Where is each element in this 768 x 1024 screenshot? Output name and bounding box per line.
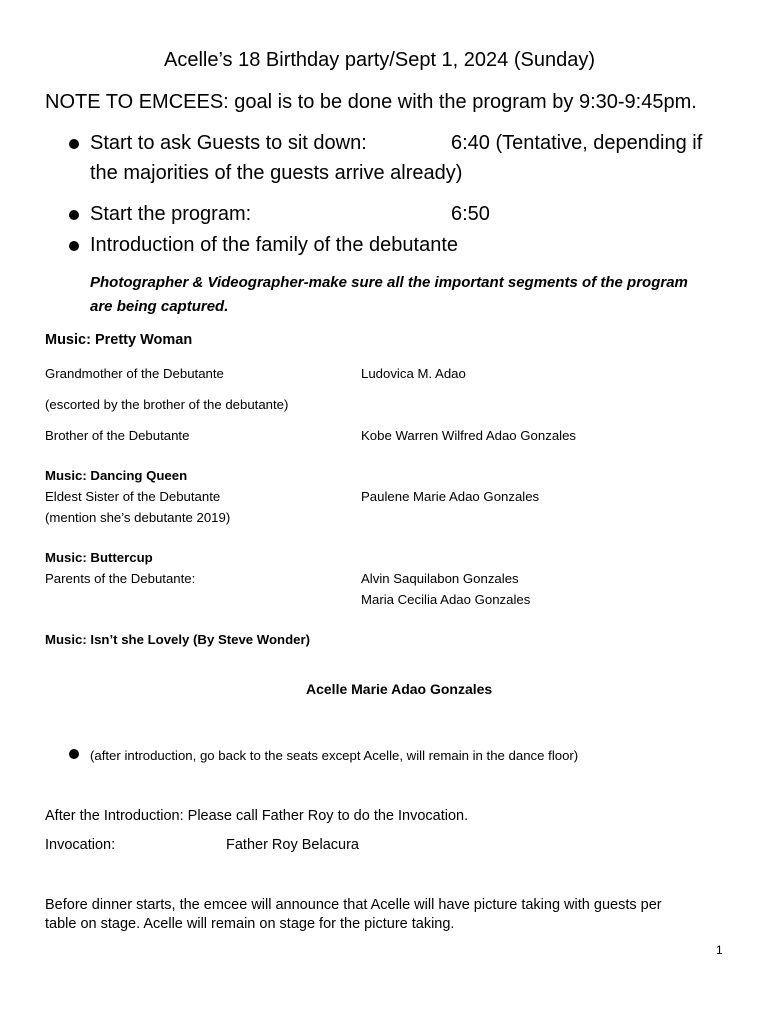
schedule-item-time: 6:40 (Tentative, depending if xyxy=(451,132,703,154)
bullet-icon xyxy=(69,139,79,149)
dinner-note: table on stage. Acelle will remain on stage for the picture taking. xyxy=(45,916,455,932)
bullet-icon xyxy=(69,749,79,759)
schedule-item-label: Introduction of the family of the debutante xyxy=(90,234,459,256)
after-intro-line: After the Introduction: Please call Father Roy to do the Invocation. xyxy=(45,808,469,824)
schedule-item-label: Start to ask Guests to sit down: xyxy=(90,132,367,154)
music-heading: Music: Pretty Woman xyxy=(45,332,193,348)
invocation-label: Invocation: xyxy=(45,837,116,853)
person-name: Paulene Marie Adao Gonzales xyxy=(361,489,540,504)
music-heading: Music: Dancing Queen xyxy=(45,468,188,483)
bullet-icon xyxy=(69,210,79,220)
page-number: 1 xyxy=(716,943,723,957)
photo-note: Photographer & Videographer-make sure all the important segments of the program xyxy=(90,274,688,291)
role-label: Parents of the Debutante: xyxy=(45,571,196,586)
instruction-note: (after introduction, go back to the seats except Acelle, will remain in the dance floor) xyxy=(90,748,579,763)
schedule-item-time: 6:50 xyxy=(451,203,490,225)
document-title: Acelle’s 18 Birthday party/Sept 1, 2024 (Sunday) xyxy=(164,49,595,71)
photo-note: are being captured. xyxy=(90,298,229,315)
role-note: (mention she’s debutante 2019) xyxy=(45,510,231,525)
person-name: Alvin Saquilabon Gonzales xyxy=(361,571,519,586)
role-label: Brother of the Debutante xyxy=(45,428,190,443)
schedule-item-continuation: the majorities of the guests arrive already) xyxy=(90,162,463,184)
music-heading: Music: Isn’t she Lovely (By Steve Wonder) xyxy=(45,632,311,647)
emcee-note: NOTE TO EMCEES: goal is to be done with the program by 9:30-9:45pm. xyxy=(45,91,697,113)
person-name: Maria Cecilia Adao Gonzales xyxy=(361,592,531,607)
role-note: (escorted by the brother of the debutante) xyxy=(45,397,289,412)
person-name: Ludovica M. Adao xyxy=(361,366,466,381)
music-heading: Music: Buttercup xyxy=(45,550,153,565)
dinner-note: Before dinner starts, the emcee will announce that Acelle will have picture taking with guests per xyxy=(45,897,662,913)
bullet-icon xyxy=(69,241,79,251)
person-name: Kobe Warren Wilfred Adao Gonzales xyxy=(361,428,577,443)
invocation-name: Father Roy Belacura xyxy=(226,837,359,853)
schedule-item-label: Start the program: xyxy=(90,203,252,225)
role-label: Grandmother of the Debutante xyxy=(45,366,224,381)
role-label: Eldest Sister of the Debutante xyxy=(45,489,221,504)
debutante-name: Acelle Marie Adao Gonzales xyxy=(306,681,493,697)
